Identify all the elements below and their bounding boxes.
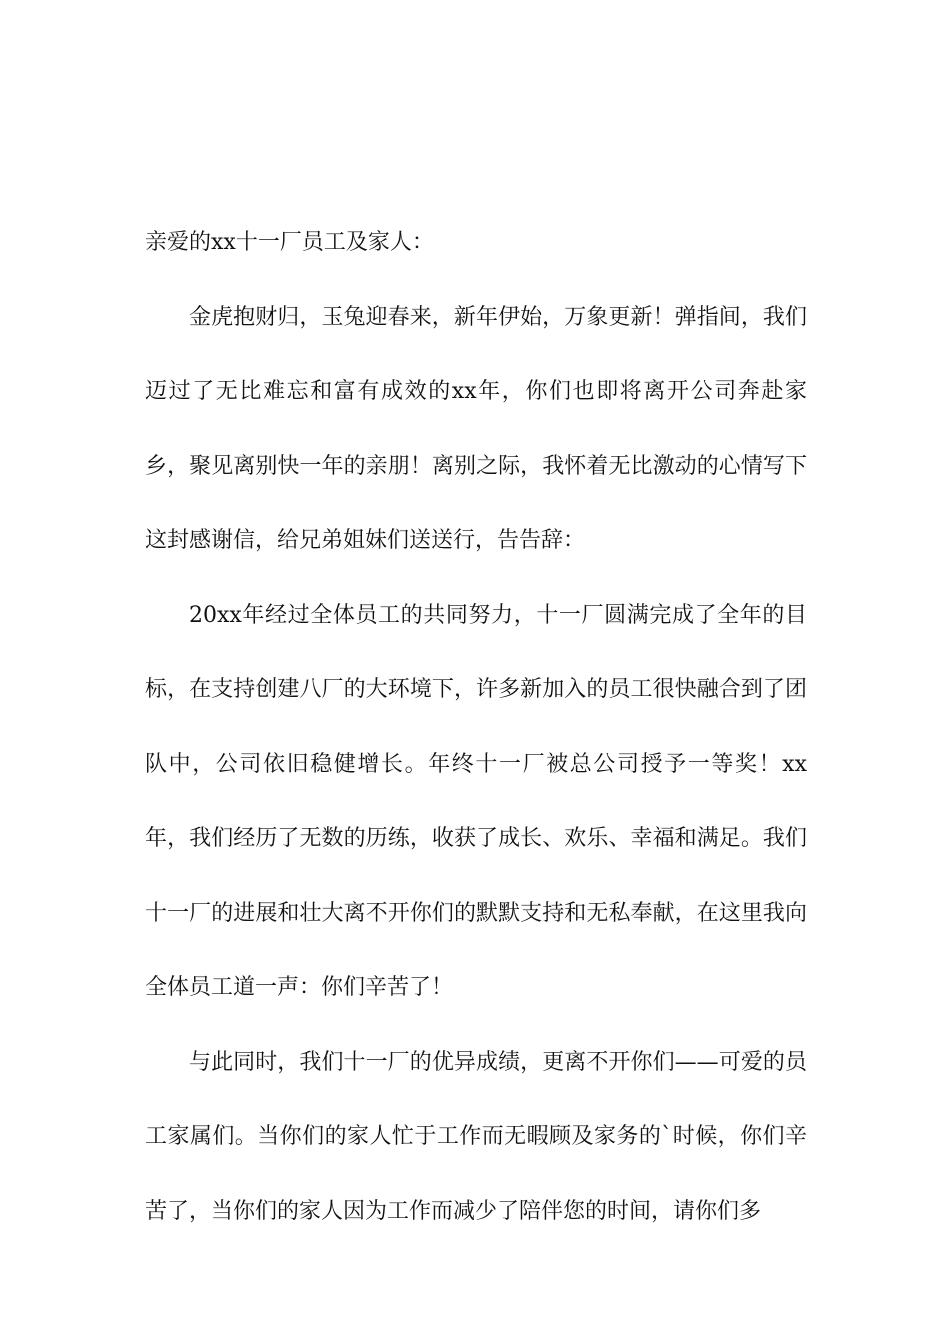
paragraph-achievements: 20xx年经过全体员工的共同努力，十一厂圆满完成了全年的目标，在支持创建八厂的大环境下，许多新加入的员工很快融合到了团队中，公司依旧稳健增长。年终十一厂被总公司授予一等奖！xx年，我们经历了无数的历练，收获了成长、欢乐、幸福和满足。我们十一厂的进展和壮大离不开你们的默默支持和无私奉献，在这里我向全体员工道一声：你们辛苦了！ <box>145 602 807 1000</box>
paragraph-family-thanks: 与此同时，我们十一厂的优异成绩，更离不开你们——可爱的员工家属们。当你们的家人忙于工作而无暇顾及家务的`时候，你们辛苦了，当你们的家人因为工作而减少了陪伴您的时间，请你们多 <box>145 1049 807 1224</box>
letter-body <box>145 206 807 1249</box>
salutation: 亲爱的xx十一厂员工及家人： <box>145 230 434 255</box>
paragraph-opening: 金虎抱财归，玉兔迎春来，新年伊始，万象更新！弹指间，我们迈过了无比难忘和富有成效的xx年，你们也即将离开公司奔赴家乡，聚见离别快一年的亲朋！离别之际，我怀着无比激动的心情写下这封感谢信，给兄弟姐妹们送送行，告告辞： <box>145 304 807 553</box>
